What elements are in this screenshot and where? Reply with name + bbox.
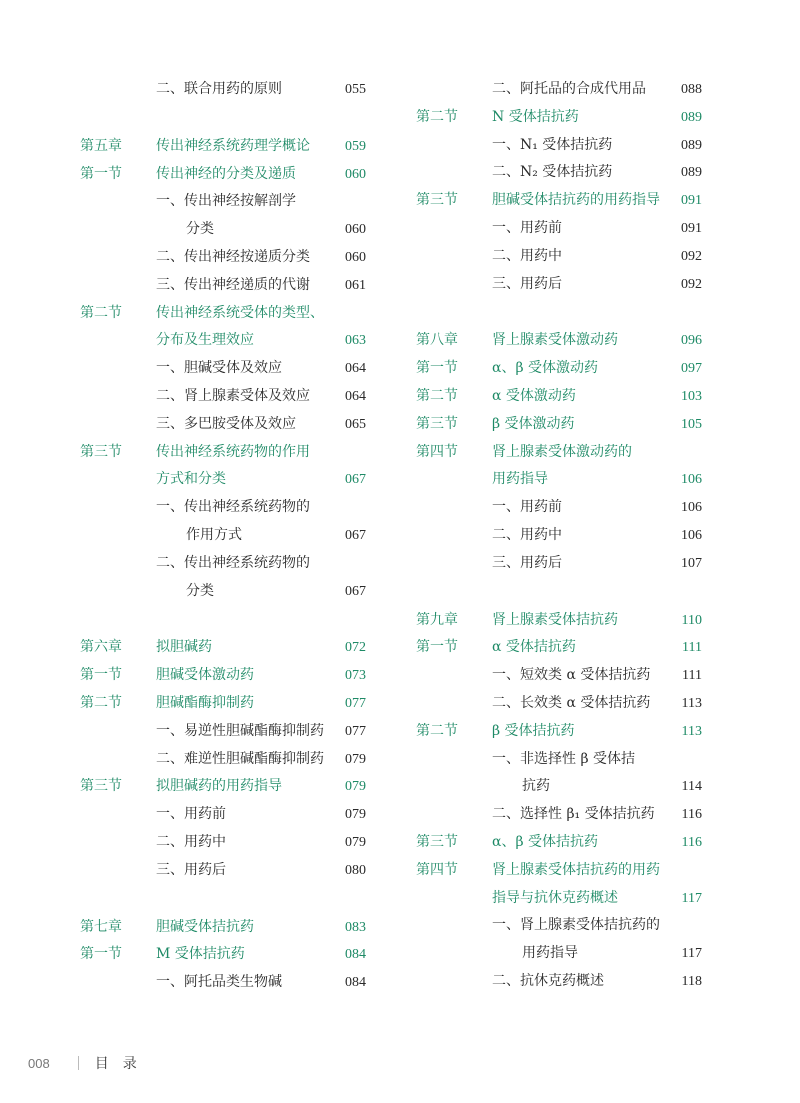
toc-title: 传出神经系统受体的类型、: [156, 304, 324, 321]
toc-title: 一、N₁ 受体拮抗药: [492, 136, 613, 153]
toc-title: 三、用药后: [492, 554, 562, 571]
toc-entry-row: [416, 968, 706, 996]
toc-section-label: 第三节: [416, 415, 458, 432]
toc-heading-row: [416, 466, 706, 494]
toc-title: 三、用药后: [492, 275, 562, 292]
toc-title: 二、用药中: [492, 526, 562, 543]
toc-heading-row: [416, 857, 706, 885]
toc-heading-row: [416, 439, 706, 467]
toc-title: 三、多巴胺受体及效应: [156, 415, 296, 432]
toc-title: 二、用药中: [492, 247, 562, 264]
toc-page-number: 072: [345, 640, 366, 656]
toc-title: α 受体拮抗药: [492, 639, 576, 656]
toc-spacer: [416, 298, 706, 327]
toc-title: 胆碱受体拮抗药: [156, 918, 254, 935]
toc-title: 拟胆碱药: [156, 639, 212, 656]
toc-heading-row: [416, 411, 706, 439]
page-number: 008: [28, 1055, 50, 1071]
toc-page-number: 089: [681, 109, 702, 125]
toc-page-number: 083: [345, 919, 366, 935]
toc-heading-row: [416, 104, 706, 132]
toc-page-number: 117: [681, 890, 702, 906]
toc-page-number: 060: [345, 222, 366, 238]
toc-page-number: 106: [681, 527, 702, 543]
toc-heading-row: [416, 885, 706, 913]
toc-heading-row: [80, 634, 370, 662]
toc-title: 用药指导: [492, 471, 548, 488]
toc-section-label: 第三节: [416, 192, 458, 209]
toc-page-number: 091: [681, 220, 702, 236]
toc-title: 二、阿托品的合成代用品: [492, 81, 646, 97]
toc-title: 二、传出神经按递质分类: [156, 248, 310, 265]
toc-heading-row: [80, 133, 370, 161]
toc-entry-row: [416, 243, 706, 271]
toc-page-number: 092: [681, 276, 702, 292]
toc-entry-row: [80, 244, 370, 272]
toc-entry-row: [80, 857, 370, 885]
toc-entry-row: [416, 912, 706, 940]
toc-title: 三、传出神经递质的代谢: [156, 276, 310, 293]
toc-page-number: 106: [681, 472, 702, 488]
footer-divider: [78, 1056, 79, 1070]
toc-section-label: 第四节: [416, 861, 458, 878]
toc-entry-row: [416, 215, 706, 243]
toc-title: 二、用药中: [156, 833, 226, 850]
toc-section-label: 第一节: [416, 360, 458, 377]
toc-page-number: 116: [681, 834, 702, 850]
toc-page-number: 111: [682, 668, 702, 684]
toc-page-number: 089: [681, 137, 702, 153]
toc-heading-row: [80, 914, 370, 942]
toc-heading-row: [416, 718, 706, 746]
toc-title: 二、联合用药的原则: [156, 81, 282, 97]
toc-heading-row: [80, 773, 370, 801]
toc-entry-row: [80, 550, 370, 578]
toc-title: 拟胆碱药的用药指导: [156, 778, 282, 795]
toc-title: 传出神经系统药理学概论: [156, 137, 310, 154]
toc-page-number: 067: [345, 583, 366, 599]
toc-section-label: 第一节: [80, 165, 122, 182]
toc-entry-row: [80, 969, 370, 997]
toc-title: β 受体激动药: [492, 415, 575, 432]
toc-title: 一、用药前: [492, 219, 562, 236]
toc-page-number: 089: [681, 165, 702, 181]
toc-title: 一、阿托品类生物碱: [156, 974, 282, 991]
toc-entry-row: [80, 829, 370, 857]
toc-page-number: 077: [345, 723, 366, 739]
toc-entry-row: [80, 76, 370, 104]
toc-entry-row: [416, 690, 706, 718]
toc-entry-row: [80, 578, 370, 606]
toc-page-number: 092: [681, 248, 702, 264]
toc-heading-row: [416, 187, 706, 215]
toc-page-number: 060: [345, 166, 366, 182]
toc-page-number: 111: [682, 640, 702, 656]
toc-entry-row: [416, 746, 706, 774]
toc-page-number: 105: [681, 416, 702, 432]
toc-spacer: [416, 578, 706, 607]
toc-title: 分类: [186, 221, 214, 238]
toc-entry-row: [80, 383, 370, 411]
toc-spacer: [80, 605, 370, 634]
toc-page-number: 063: [345, 333, 366, 349]
toc-entry-row: [80, 801, 370, 829]
toc-heading-row: [80, 662, 370, 690]
toc-page-number: 067: [345, 527, 366, 543]
toc-heading-row: [416, 383, 706, 411]
toc-page-number: 084: [345, 947, 366, 963]
toc-title: 肾上腺素受体拮抗药: [492, 611, 618, 628]
toc-page-number: 079: [345, 779, 366, 795]
toc-title: N 受体拮抗药: [492, 108, 579, 125]
toc-heading-row: [80, 327, 370, 355]
toc-page-number: 106: [681, 500, 702, 516]
toc-page-number: 060: [345, 249, 366, 265]
toc-entry-row: [416, 522, 706, 550]
toc-page-number: 055: [345, 82, 366, 97]
toc-page-number: 114: [681, 779, 702, 795]
toc-page-number: 065: [345, 416, 366, 432]
toc-entry-row: [416, 773, 706, 801]
toc-title: 抗药: [522, 778, 550, 795]
toc-title: 用药指导: [522, 945, 578, 962]
toc-title: 二、长效类 α 受体拮抗药: [492, 694, 651, 711]
toc-heading-row: [416, 355, 706, 383]
toc-entry-row: [80, 718, 370, 746]
toc-entry-row: [80, 355, 370, 383]
toc-title: 一、肾上腺素受体拮抗药的: [492, 917, 660, 934]
toc-page-number: 116: [681, 807, 702, 823]
toc-title: 一、传出神经系统药物的: [156, 499, 310, 516]
toc-entry-row: [416, 550, 706, 578]
toc-page-number: 107: [681, 555, 702, 571]
toc-page-number: 059: [345, 138, 366, 154]
toc-page-number: 079: [345, 807, 366, 823]
toc-page-number: 110: [681, 612, 702, 628]
toc-section-label: 第二节: [416, 387, 458, 404]
toc-title: 二、肾上腺素受体及效应: [156, 387, 310, 404]
toc-section-label: 第八章: [416, 332, 458, 349]
toc-title: α、β 受体激动药: [492, 360, 598, 377]
toc-title: 一、传出神经按解剖学: [156, 193, 296, 210]
toc-heading-row: [80, 690, 370, 718]
toc-section-label: 第一节: [80, 667, 122, 684]
toc-heading-row: [80, 161, 370, 189]
toc-title: 作用方式: [186, 526, 242, 543]
toc-page-number: 097: [681, 361, 702, 377]
toc-section-label: 第一节: [416, 639, 458, 656]
toc-entry-row: [80, 188, 370, 216]
toc-entry-row: [416, 271, 706, 299]
toc-heading-row: [416, 607, 706, 635]
toc-title: 二、传出神经系统药物的: [156, 554, 310, 571]
toc-title: 二、N₂ 受体拮抗药: [492, 164, 613, 181]
toc-section-label: 第二节: [80, 304, 122, 321]
toc-title: M 受体拮抗药: [156, 946, 245, 963]
toc-entry-row: [416, 662, 706, 690]
toc-page-number: 077: [345, 695, 366, 711]
toc-title: 一、短效类 α 受体拮抗药: [492, 667, 651, 684]
toc-title: 方式和分类: [156, 471, 226, 488]
toc-section-label: 第五章: [80, 137, 122, 154]
toc-page-number: 064: [345, 361, 366, 377]
toc-page-number: 073: [345, 668, 366, 684]
toc-page-number: 061: [345, 277, 366, 293]
toc-section-label: 第二节: [80, 694, 122, 711]
toc-entry-row: [416, 940, 706, 968]
toc-page-number: 096: [681, 333, 702, 349]
toc-page-number: 117: [681, 946, 702, 962]
toc-right-column: [416, 76, 706, 996]
footer-title: 目录: [94, 1056, 151, 1072]
page-footer: [28, 1053, 151, 1073]
toc-page-number: 064: [345, 388, 366, 404]
toc-page-number: 113: [681, 723, 702, 739]
toc-heading-row: [80, 439, 370, 467]
toc-title: 一、非选择性 β 受体拮: [492, 750, 635, 767]
toc-entry-row: [80, 272, 370, 300]
toc-title: 一、易逆性胆碱酯酶抑制药: [156, 722, 324, 739]
toc-section-label: 第三节: [80, 778, 122, 795]
toc-title: 胆碱酯酶抑制药: [156, 694, 254, 711]
toc-title: 分布及生理效应: [156, 332, 254, 349]
toc-title: α 受体激动药: [492, 387, 576, 404]
toc-spacer: [80, 104, 370, 133]
toc-page-number: 079: [345, 751, 366, 767]
toc-heading-row: [416, 634, 706, 662]
toc-entry-row: [416, 132, 706, 160]
toc-title: 二、难逆性胆碱酯酶抑制药: [156, 750, 324, 767]
toc-entry-row: [416, 494, 706, 522]
toc-page-number: 113: [681, 695, 702, 711]
toc-title: 肾上腺素受体激动药的: [492, 443, 632, 460]
toc-title: 传出神经的分类及递质: [156, 165, 296, 182]
toc-entry-row: [80, 494, 370, 522]
toc-entry-row: [80, 216, 370, 244]
toc-section-label: 第二节: [416, 108, 458, 125]
toc-section-label: 第二节: [416, 722, 458, 739]
toc-heading-row: [416, 829, 706, 857]
toc-entry-row: [416, 159, 706, 187]
toc-entry-row: [80, 411, 370, 439]
toc-entry-row: [416, 76, 706, 104]
toc-entry-row: [80, 746, 370, 774]
toc-title: 二、选择性 β₁ 受体拮抗药: [492, 806, 655, 823]
toc-entry-row: [416, 801, 706, 829]
toc-section-label: 第六章: [80, 639, 122, 656]
toc-title: 胆碱受体拮抗药的用药指导: [492, 192, 660, 209]
toc-heading-row: [80, 466, 370, 494]
toc-page-number: 091: [681, 193, 702, 209]
toc-page-number: 118: [681, 973, 702, 989]
toc-title: 肾上腺素受体拮抗药的用药: [492, 861, 660, 878]
toc-title: α、β 受体拮抗药: [492, 833, 598, 850]
toc-page-number: 067: [345, 472, 366, 488]
toc-section-label: 第一节: [80, 946, 122, 963]
toc-left-column: [80, 76, 370, 997]
toc-title: 传出神经系统药物的作用: [156, 443, 310, 460]
toc-page-number: 088: [681, 82, 702, 97]
toc-title: 分类: [186, 582, 214, 599]
toc-page-number: 084: [345, 975, 366, 991]
toc-spacer: [80, 885, 370, 914]
toc-page-number: 103: [681, 388, 702, 404]
toc-heading-row: [80, 941, 370, 969]
toc-title: 一、用药前: [492, 499, 562, 516]
toc-title: 三、用药后: [156, 861, 226, 878]
toc-title: 肾上腺素受体激动药: [492, 332, 618, 349]
toc-section-label: 第四节: [416, 443, 458, 460]
toc-page-number: 079: [345, 834, 366, 850]
toc-heading-row: [80, 300, 370, 328]
toc-entry-row: [80, 522, 370, 550]
toc-title: 二、抗休克药概述: [492, 972, 604, 989]
toc-title: 一、用药前: [156, 806, 226, 823]
toc-title: 一、胆碱受体及效应: [156, 360, 282, 377]
toc-title: 指导与抗休克药概述: [492, 889, 618, 906]
toc-section-label: 第九章: [416, 611, 458, 628]
toc-section-label: 第七章: [80, 918, 122, 935]
toc-page-number: 080: [345, 862, 366, 878]
toc-heading-row: [416, 327, 706, 355]
toc-section-label: 第三节: [80, 443, 122, 460]
toc-title: 胆碱受体激动药: [156, 667, 254, 684]
toc-title: β 受体拮抗药: [492, 722, 575, 739]
toc-section-label: 第三节: [416, 833, 458, 850]
